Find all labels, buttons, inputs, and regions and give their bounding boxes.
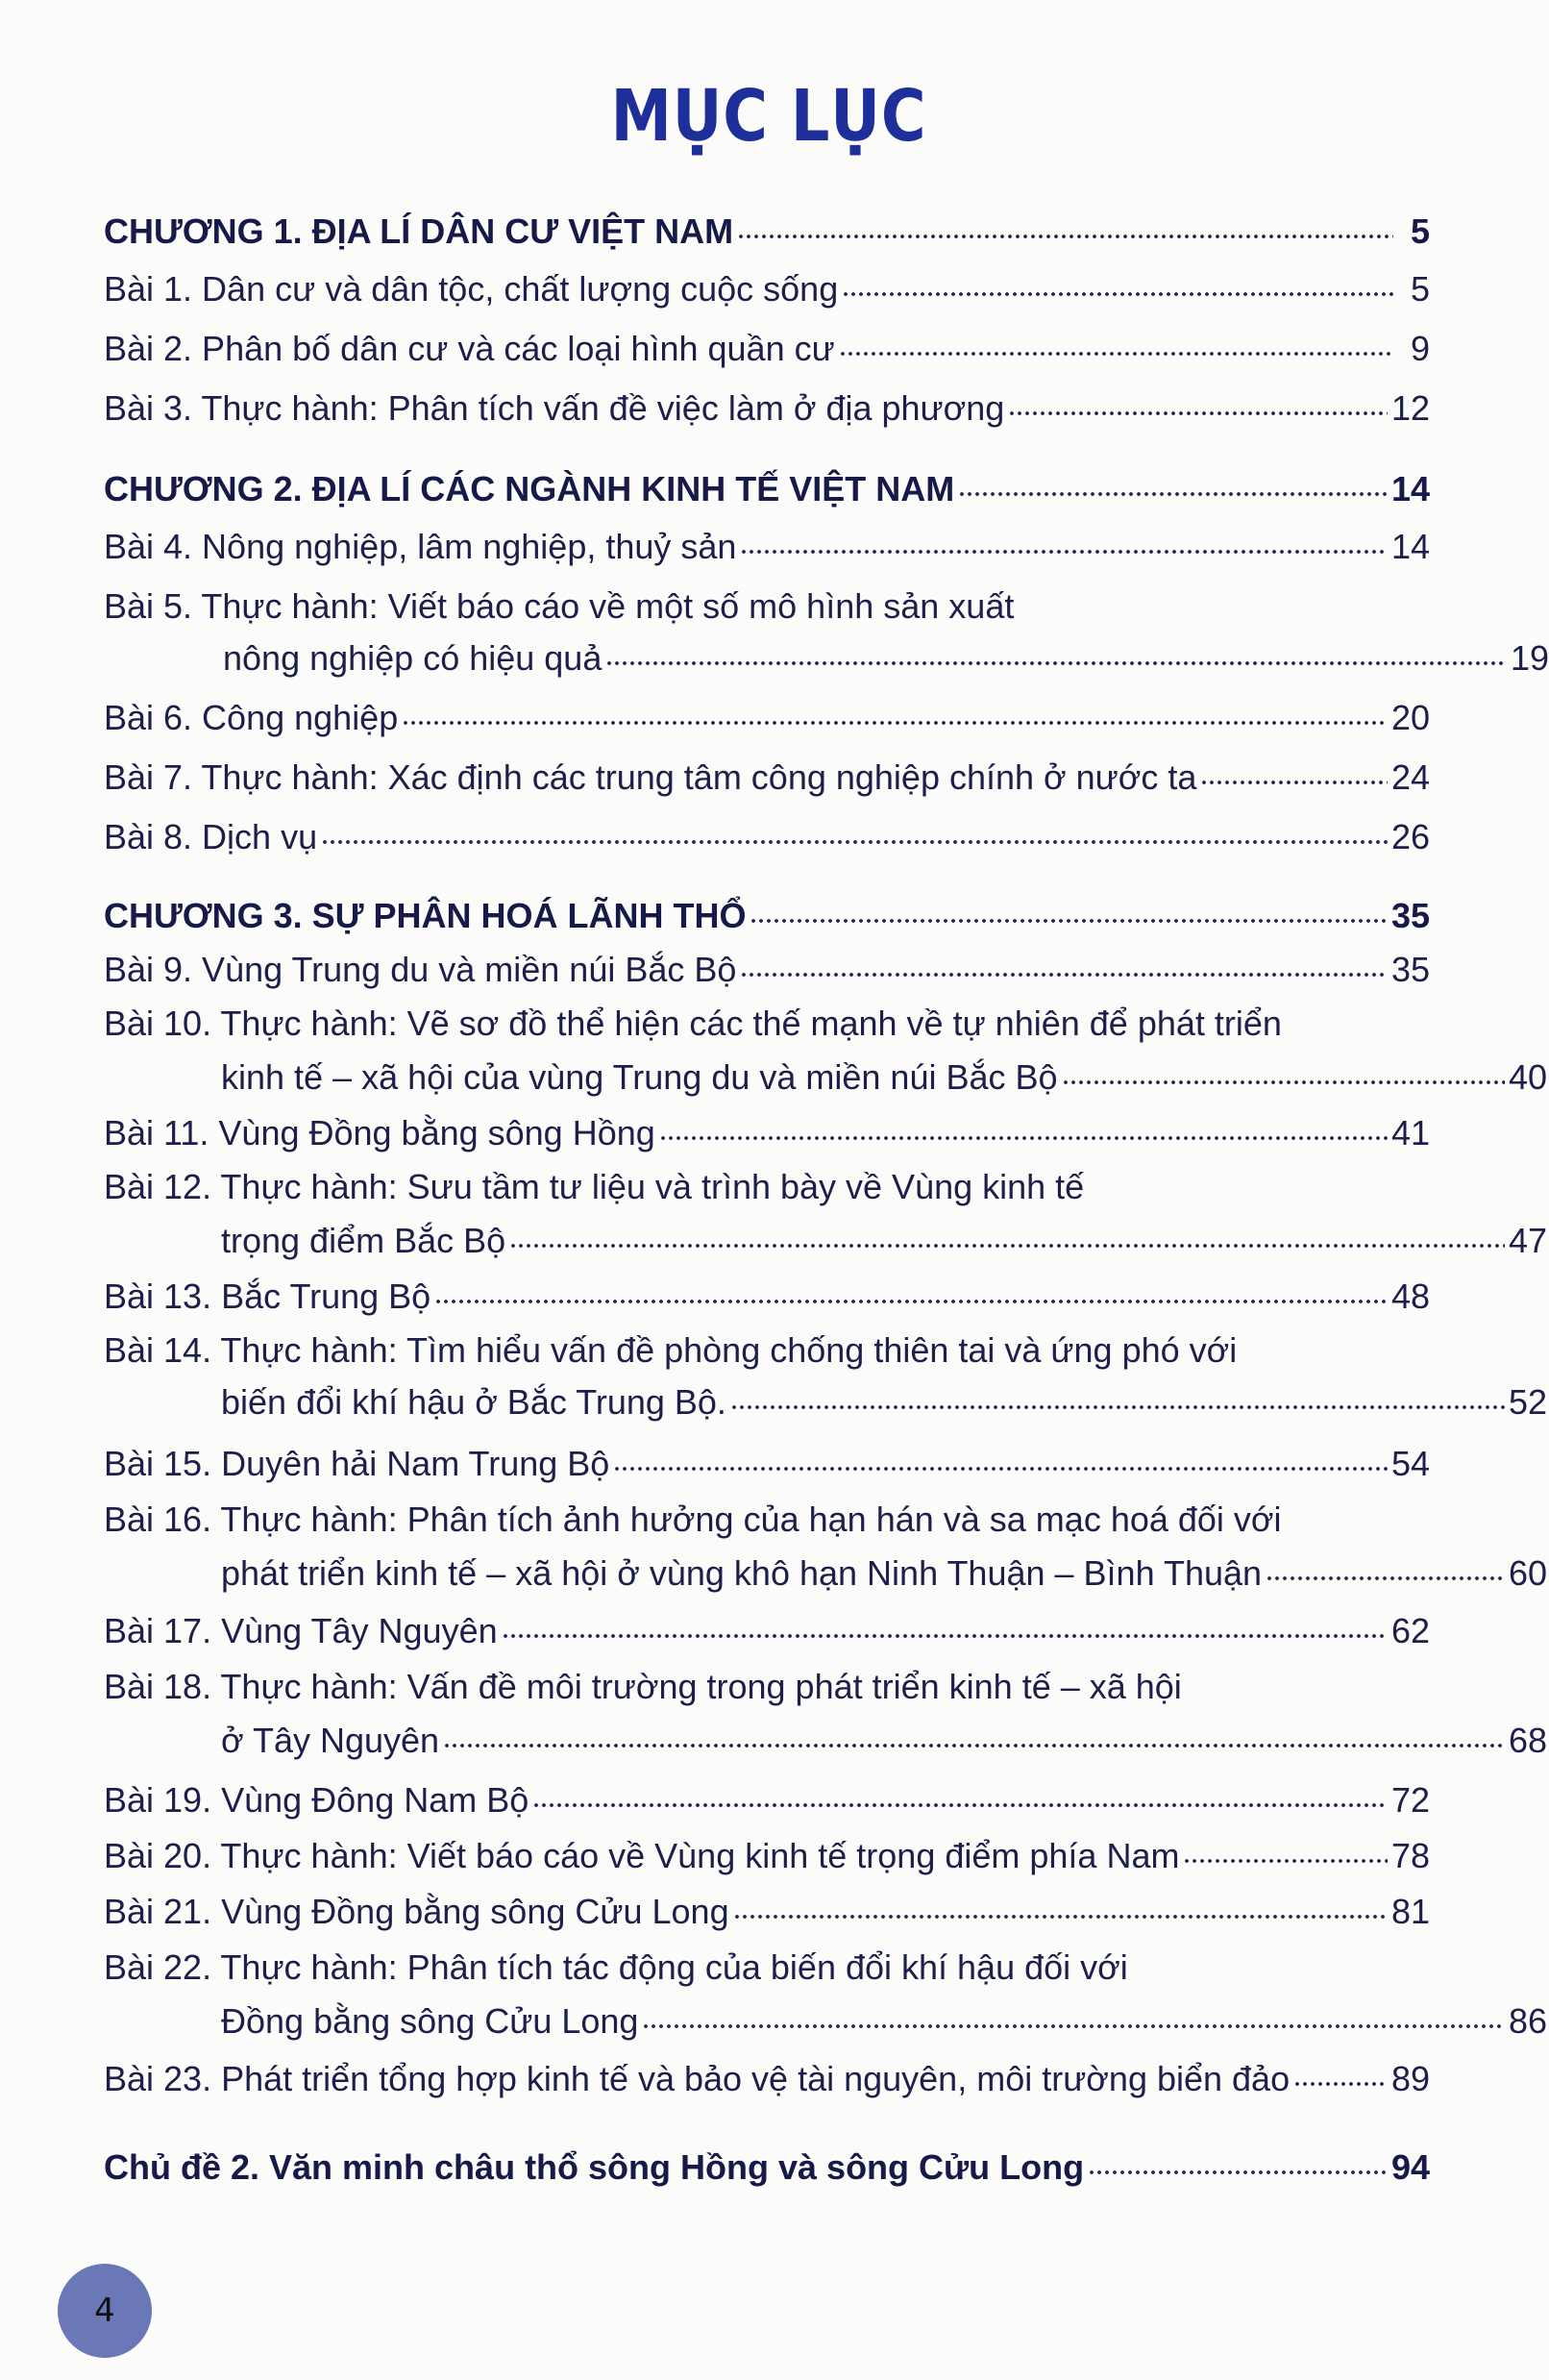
entry-title: Bài 8. Dịch vụ bbox=[104, 817, 318, 856]
toc-lesson-13[interactable] bbox=[104, 1274, 1430, 1320]
entry-title: Bài 16. Thực hành: Phân tích ảnh hưởng của hạn hán và sa mạc hoá đối với bbox=[104, 1500, 1282, 1539]
toc-lesson-6[interactable] bbox=[104, 695, 1430, 741]
toc-lesson-7[interactable] bbox=[104, 755, 1430, 801]
page-ref: 78 bbox=[1390, 1836, 1430, 1875]
toc-lesson-4[interactable] bbox=[104, 524, 1430, 570]
entry-title: Bài 14. Thực hành: Tìm hiểu vấn đề phòng chống thiên tai và ứng phó với bbox=[104, 1330, 1238, 1370]
page-ref: 19 bbox=[1510, 638, 1549, 678]
page-ref: 12 bbox=[1390, 388, 1430, 428]
toc-lesson-5[interactable] bbox=[104, 583, 1430, 630]
entry-title: CHƯƠNG 3. SỰ PHÂN HOÁ LÃNH THỔ bbox=[104, 896, 747, 935]
entry-title: Bài 10. Thực hành: Vẽ sơ đồ thể hiện các thế mạnh về tự nhiên để phát triển bbox=[104, 1004, 1282, 1043]
toc-lesson-16[interactable] bbox=[104, 1497, 1430, 1543]
leader-dots bbox=[740, 970, 1388, 979]
toc-lesson-22-cont[interactable] bbox=[104, 1998, 1547, 2045]
leader-dots bbox=[1293, 2079, 1388, 2089]
page-ref: 60 bbox=[1508, 1553, 1547, 1593]
toc-lesson-20[interactable] bbox=[104, 1833, 1430, 1879]
page-ref: 26 bbox=[1390, 817, 1430, 856]
page-ref: 14 bbox=[1390, 527, 1430, 566]
entry-title: ở Tây Nguyên bbox=[221, 1721, 440, 1760]
page-ref: 40 bbox=[1508, 1057, 1547, 1097]
leader-dots bbox=[737, 232, 1393, 241]
toc-lesson-1[interactable] bbox=[104, 266, 1430, 312]
entry-title: Bài 21. Vùng Đồng bằng sông Cửu Long bbox=[104, 1892, 729, 1931]
leader-dots bbox=[1008, 409, 1388, 418]
entry-title: Bài 17. Vùng Tây Nguyên bbox=[104, 1611, 498, 1650]
entry-title: Bài 4. Nông nghiệp, lâm nghiệp, thuỷ sản bbox=[104, 527, 737, 566]
entry-title: nông nghiệp có hiệu quả bbox=[223, 638, 602, 678]
page-number: 4 bbox=[94, 2292, 115, 2330]
leader-dots bbox=[1062, 1078, 1505, 1087]
leader-dots bbox=[839, 349, 1393, 359]
toc-lesson-5-cont[interactable] bbox=[104, 635, 1549, 682]
leader-dots bbox=[509, 1241, 1505, 1251]
leader-dots bbox=[750, 916, 1387, 926]
toc-chapter-3[interactable] bbox=[104, 893, 1430, 939]
page-ref: 89 bbox=[1390, 2059, 1430, 2098]
leader-dots bbox=[659, 1133, 1388, 1143]
entry-title: Bài 9. Vùng Trung du và miền núi Bắc Bộ bbox=[104, 950, 737, 989]
leader-dots bbox=[740, 547, 1388, 557]
entry-title: Bài 20. Thực hành: Viết báo cáo về Vùng kinh tế trọng điểm phía Nam bbox=[104, 1836, 1180, 1875]
leader-dots bbox=[730, 1402, 1505, 1412]
toc-topic-2[interactable] bbox=[104, 2144, 1430, 2191]
page-ref: 5 bbox=[1410, 211, 1430, 251]
entry-title: Chủ đề 2. Văn minh châu thổ sông Hồng và sông Cửu Long bbox=[104, 2147, 1085, 2187]
page-ref: 24 bbox=[1390, 757, 1430, 797]
toc-lesson-3[interactable] bbox=[104, 385, 1430, 432]
toc-lesson-19[interactable] bbox=[104, 1777, 1430, 1823]
page-ref: 62 bbox=[1390, 1611, 1430, 1650]
leader-dots bbox=[321, 837, 1388, 847]
toc-lesson-21[interactable] bbox=[104, 1889, 1430, 1935]
leader-dots bbox=[958, 489, 1388, 499]
entry-title: Bài 3. Thực hành: Phân tích vấn đề việc làm ở địa phương bbox=[104, 388, 1005, 428]
entry-title: Bài 19. Vùng Đông Nam Bộ bbox=[104, 1780, 529, 1820]
toc-lesson-10-cont[interactable] bbox=[104, 1054, 1547, 1101]
page-ref: 94 bbox=[1390, 2147, 1430, 2187]
page-title: MỤC LỤC bbox=[610, 75, 927, 158]
entry-title: trọng điểm Bắc Bộ bbox=[221, 1221, 506, 1260]
toc-lesson-22[interactable] bbox=[104, 1945, 1430, 1991]
page-ref: 35 bbox=[1390, 896, 1430, 935]
entry-title: CHƯƠNG 2. ĐỊA LÍ CÁC NGÀNH KINH TẾ VIỆT NAM bbox=[104, 469, 955, 508]
page-ref: 14 bbox=[1390, 469, 1430, 508]
page-ref: 86 bbox=[1508, 2001, 1547, 2041]
toc-lesson-14-cont[interactable] bbox=[104, 1379, 1547, 1426]
entry-title: Bài 11. Vùng Đồng bằng sông Hồng bbox=[104, 1113, 655, 1153]
toc-lesson-2[interactable] bbox=[104, 326, 1430, 372]
toc-lesson-18-cont[interactable] bbox=[104, 1718, 1547, 1764]
page-ref: 54 bbox=[1390, 1444, 1430, 1483]
entry-title: Bài 12. Thực hành: Sưu tầm tư liệu và trình bày về Vùng kinh tế bbox=[104, 1167, 1085, 1206]
toc-lesson-12-cont[interactable] bbox=[104, 1218, 1547, 1264]
leader-dots bbox=[1200, 778, 1388, 787]
page-number-badge bbox=[58, 2264, 152, 2358]
entry-title: Bài 23. Phát triển tổng hợp kinh tế và bảo vệ tài nguyên, môi trường biển đảo bbox=[104, 2059, 1291, 2098]
toc-lesson-10[interactable] bbox=[104, 1001, 1430, 1047]
leader-dots bbox=[1183, 1856, 1387, 1866]
toc-lesson-15[interactable] bbox=[104, 1441, 1430, 1487]
entry-title: CHƯƠNG 1. ĐỊA LÍ DÂN CƯ VIỆT NAM bbox=[104, 211, 734, 251]
page-ref: 47 bbox=[1508, 1221, 1547, 1260]
entry-title: Bài 1. Dân cư và dân tộc, chất lượng cuộc sống bbox=[104, 269, 839, 309]
toc-lesson-14[interactable] bbox=[104, 1327, 1430, 1374]
page-ref: 81 bbox=[1390, 1892, 1430, 1931]
leader-dots bbox=[1088, 2168, 1388, 2177]
toc-lesson-11[interactable] bbox=[104, 1110, 1430, 1156]
entry-title: Bài 13. Bắc Trung Bộ bbox=[104, 1277, 431, 1316]
leader-dots bbox=[402, 718, 1388, 728]
entry-title: kinh tế – xã hội của vùng Trung du và miền núi Bắc Bộ bbox=[221, 1057, 1058, 1097]
page-ref: 9 bbox=[1410, 329, 1430, 368]
toc-lesson-9[interactable] bbox=[104, 947, 1430, 993]
leader-dots bbox=[613, 1464, 1388, 1474]
toc-lesson-8[interactable] bbox=[104, 814, 1430, 860]
entry-title: Đồng bằng sông Cửu Long bbox=[221, 2001, 639, 2041]
page-ref: 20 bbox=[1390, 698, 1430, 737]
toc-lesson-16-cont[interactable] bbox=[104, 1550, 1547, 1597]
page-ref: 72 bbox=[1390, 1780, 1430, 1820]
entry-title: phát triển kinh tế – xã hội ở vùng khô hạn Ninh Thuận – Bình Thuận bbox=[221, 1553, 1263, 1593]
leader-dots bbox=[1266, 1574, 1505, 1583]
toc-chapter-1[interactable] bbox=[104, 209, 1430, 255]
entry-title: Bài 22. Thực hành: Phân tích tác động của biến đổi khí hậu đối với bbox=[104, 1947, 1128, 1987]
page-ref: 68 bbox=[1508, 1721, 1547, 1760]
leader-dots bbox=[502, 1631, 1388, 1641]
toc-chapter-2[interactable] bbox=[104, 466, 1430, 512]
entry-title: Bài 2. Phân bố dân cư và các loại hình quần cư bbox=[104, 329, 835, 368]
leader-dots bbox=[733, 1912, 1388, 1921]
leader-dots bbox=[642, 2021, 1505, 2031]
leader-dots bbox=[434, 1297, 1388, 1306]
entry-title: Bài 5. Thực hành: Viết báo cáo về một số mô hình sản xuất bbox=[104, 586, 1015, 626]
entry-title: Bài 15. Duyên hải Nam Trung Bộ bbox=[104, 1444, 610, 1483]
leader-dots bbox=[443, 1741, 1505, 1750]
toc-lesson-12[interactable] bbox=[104, 1164, 1430, 1210]
entry-title: Bài 18. Thực hành: Vấn đề môi trường trong phát triển kinh tế – xã hội bbox=[104, 1667, 1182, 1706]
toc-lesson-23[interactable] bbox=[104, 2056, 1430, 2102]
page-ref: 41 bbox=[1390, 1113, 1430, 1153]
page-ref: 35 bbox=[1390, 950, 1430, 989]
entry-title: Bài 6. Công nghiệp bbox=[104, 698, 399, 737]
entry-title: biến đổi khí hậu ở Bắc Trung Bộ. bbox=[221, 1382, 726, 1422]
toc-lesson-17[interactable] bbox=[104, 1608, 1430, 1654]
page-ref: 48 bbox=[1390, 1277, 1430, 1316]
leader-dots bbox=[532, 1800, 1388, 1810]
entry-title: Bài 7. Thực hành: Xác định các trung tâm công nghiệp chính ở nước ta bbox=[104, 757, 1197, 797]
leader-dots bbox=[842, 289, 1393, 299]
toc-lesson-18[interactable] bbox=[104, 1664, 1430, 1710]
leader-dots bbox=[605, 658, 1507, 668]
page-ref: 52 bbox=[1508, 1382, 1547, 1422]
page-ref: 5 bbox=[1410, 269, 1430, 309]
